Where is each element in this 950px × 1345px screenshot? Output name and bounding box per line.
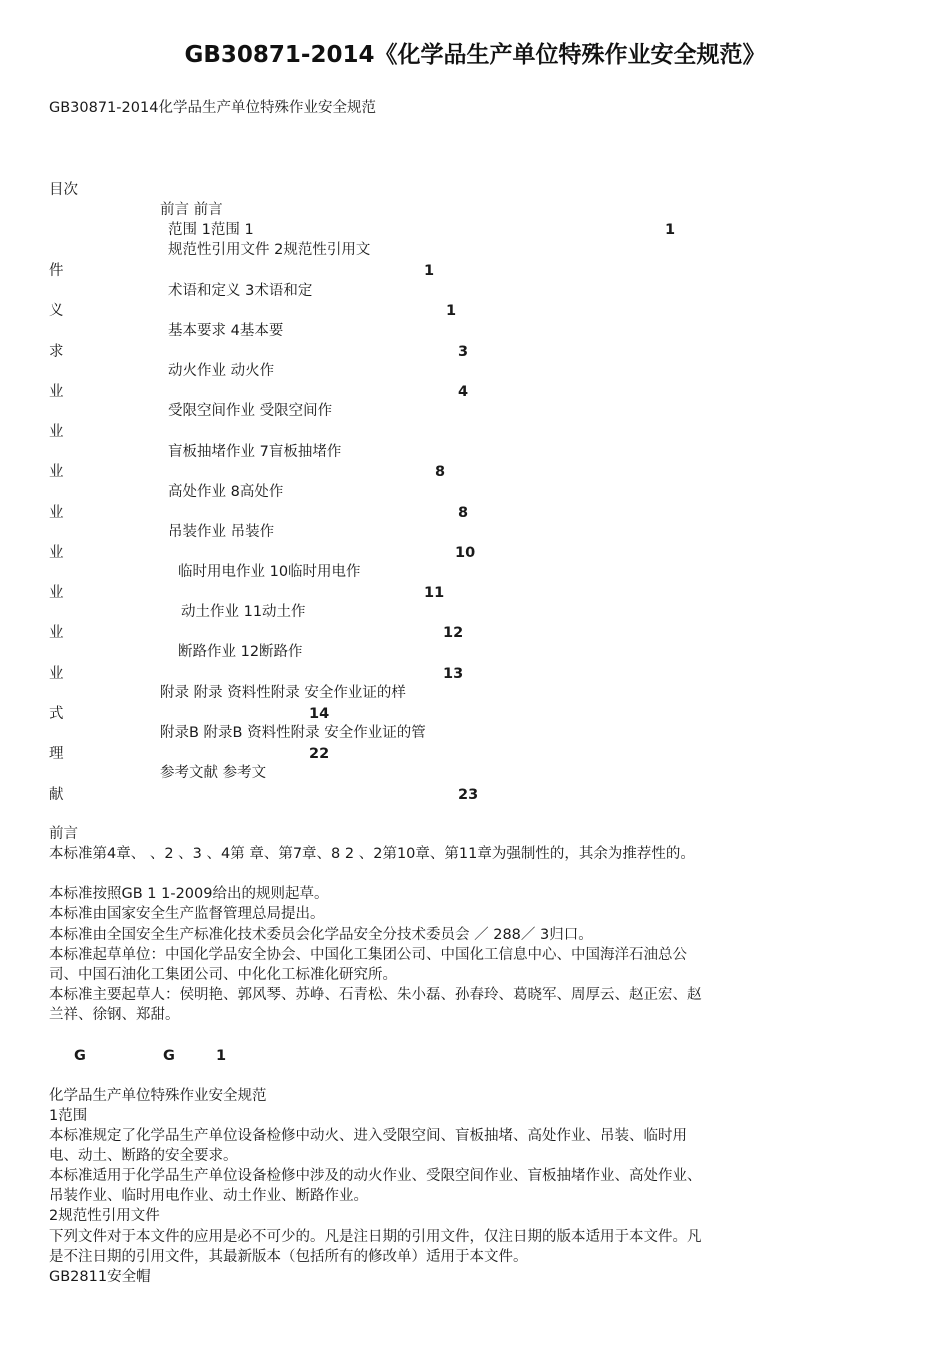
- toc-entry-text: 动土作业 11动土作: [181, 604, 306, 620]
- toc-entry-text: 吊装作业 吊装作: [168, 524, 275, 540]
- toc-page-number: 14: [309, 706, 330, 722]
- section-2-heading: 2规范性引用文件: [49, 1208, 160, 1224]
- toc-entry-text: 义: [49, 303, 64, 319]
- toc-page-number: 13: [443, 666, 464, 682]
- toc-page-number: 1: [424, 263, 435, 279]
- toc-page-number: 22: [309, 746, 330, 762]
- section-1-paragraph-1: 本标准规定了化学品生产单位设备检修中动火、进入受限空间、盲板抽堵、高处作业、吊装、临时用电、动土、断路的安全要求。: [49, 1128, 687, 1164]
- standard-code-number: 1: [216, 1048, 227, 1064]
- toc-entry-text: 理: [49, 746, 64, 762]
- toc-entry-text: 动火作业 动火作: [168, 363, 275, 379]
- toc-entry-text: 术语和定义 3术语和定: [168, 283, 313, 299]
- toc-entry-text: 范围 1范围 1: [168, 222, 254, 238]
- toc-page-number: 8: [435, 464, 446, 480]
- toc-entry-text: 业: [49, 505, 64, 521]
- foreword-paragraph-1: 本标准第4章、 、2 、3 、4第 章、第7章、8 2 、2第10章、第11章为强制性的，其余为推荐性的。: [49, 846, 695, 862]
- section-2-paragraph-1: 下列文件对于本文件的应用是必不可少的。凡是注日期的引用文件，仅注日期的版本适用于本文件。凡是不注日期的引用文件，其最新版本（包括所有的修改单）适用于本文件。: [49, 1229, 702, 1265]
- toc-page-number: 10: [455, 545, 476, 561]
- toc-entry-text: 业: [49, 666, 64, 682]
- section-1-heading: 1范围: [49, 1108, 88, 1124]
- toc-entry-text: 业: [49, 424, 64, 440]
- foreword-paragraph-6: 本标准主要起草人：侯明艳、郭风琴、苏峥、石青松、朱小磊、孙春玲、葛晓军、周厚云、赵正宏、赵兰祥、徐钢、郑甜。: [49, 987, 702, 1023]
- toc-entry-text: 业: [49, 464, 64, 480]
- toc-entry-text: 献: [49, 787, 64, 803]
- toc-page-number: 4: [458, 384, 469, 400]
- toc-page-number: 3: [458, 344, 469, 360]
- toc-entry-text: 受限空间作业 受限空间作: [168, 403, 333, 419]
- toc-entry-text: 高处作业 8高处作: [168, 484, 284, 500]
- toc-entry-text: 业: [49, 625, 64, 641]
- toc-entry-text: 断路作业 12断路作: [178, 644, 303, 660]
- toc-heading: 目次: [49, 182, 78, 198]
- toc-entry-text: 盲板抽堵作业 7盲板抽堵作: [168, 444, 342, 460]
- document-title: GB30871-2014《化学品生产单位特殊作业安全规范》: [184, 42, 766, 68]
- standard-code-letter-2: G: [163, 1048, 175, 1064]
- toc-page-number: 8: [458, 505, 469, 521]
- foreword-paragraph-3: 本标准由国家安全生产监督管理总局提出。: [49, 906, 325, 922]
- toc-entry-text: 前言 前言: [160, 202, 223, 218]
- foreword-heading: 前言: [49, 826, 78, 842]
- toc-page-number: 1: [665, 222, 676, 238]
- toc-entry-text: 业: [49, 545, 64, 561]
- section-1-paragraph-2: 本标准适用于化学品生产单位设备检修中涉及的动火作业、受限空间作业、盲板抽堵作业、高处作业、吊装作业、临时用电作业、动土作业、断路作业。: [49, 1168, 702, 1204]
- toc-page-number: 23: [458, 787, 479, 803]
- toc-entry-text: 附录B 附录B 资料性附录 安全作业证的管: [160, 725, 426, 741]
- toc-entry-text: 附录 附录 资料性附录 安全作业证的样: [160, 685, 406, 701]
- toc-entry-text: 业: [49, 585, 64, 601]
- standard-code-letter-1: G: [74, 1048, 86, 1064]
- document-subtitle: GB30871-2014化学品生产单位特殊作业安全规范: [49, 100, 376, 116]
- toc-entry-text: 业: [49, 384, 64, 400]
- toc-page-number: 11: [424, 585, 445, 601]
- toc-entry-text: 规范性引用文件 2规范性引用文: [168, 242, 371, 258]
- reference-item: GB2811安全帽: [49, 1269, 151, 1285]
- toc-entry-text: 求: [49, 344, 64, 360]
- foreword-paragraph-5: 本标准起草单位：中国化学品安全协会、中国化工集团公司、中国化工信息中心、中国海洋石油总公司、中国石油化工集团公司、中化化工标准化研究所。: [49, 947, 687, 983]
- toc-entry-text: 临时用电作业 10临时用电作: [178, 564, 361, 580]
- foreword-paragraph-2: 本标准按照GB 1 1-2009给出的规则起草。: [49, 886, 329, 902]
- toc-entry-text: 件: [49, 263, 64, 279]
- body-title: 化学品生产单位特殊作业安全规范: [49, 1088, 267, 1104]
- toc-entry-text: 参考文献 参考文: [160, 765, 267, 781]
- toc-entry-text: 式: [49, 706, 64, 722]
- toc-page-number: 12: [443, 625, 464, 641]
- foreword-paragraph-4: 本标准由全国安全生产标准化技术委员会化学品安全分技术委员会 ／ 288／ 3归口。: [49, 927, 593, 943]
- toc-entry-text: 基本要求 4基本要: [168, 323, 284, 339]
- toc-page-number: 1: [446, 303, 457, 319]
